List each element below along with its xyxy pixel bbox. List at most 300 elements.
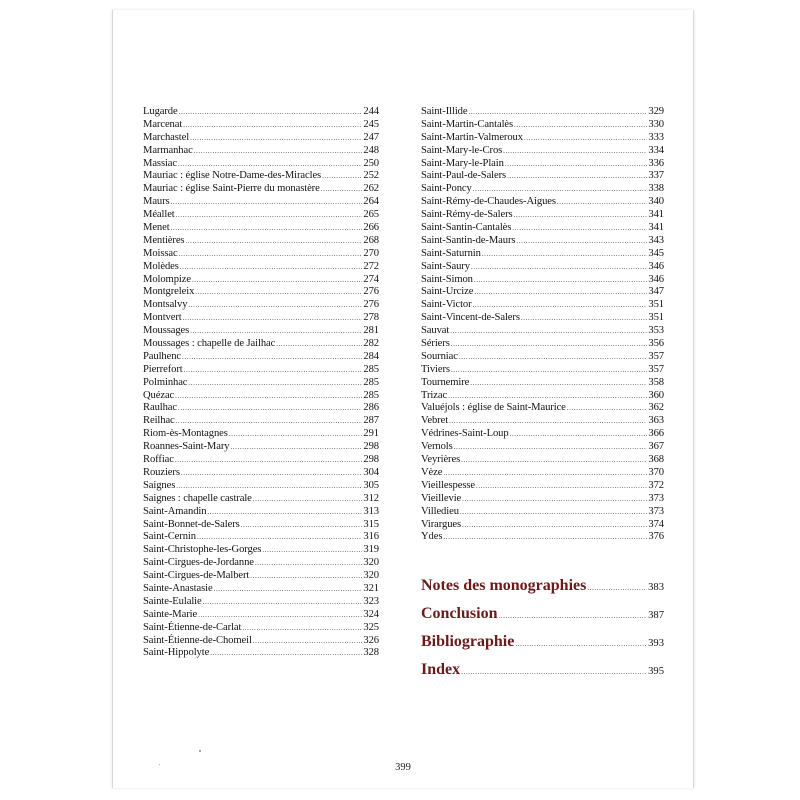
dot-leader [192, 276, 362, 284]
index-entry [421, 415, 664, 428]
index-entry [421, 286, 664, 299]
entry-title: Saignes [143, 479, 176, 491]
entry-page-number: 276 [363, 286, 379, 298]
dot-leader [449, 417, 647, 425]
entry-page-number: 376 [648, 531, 664, 543]
entry-page-number: 357 [648, 363, 664, 375]
entry-title: Bibliographie [421, 633, 515, 650]
entry-page-number: 373 [648, 492, 664, 504]
entry-page-number: 341 [648, 209, 664, 221]
dot-leader [255, 559, 363, 567]
dot-leader [176, 417, 363, 425]
entry-page-number: 374 [648, 518, 664, 530]
entry-page-number: 266 [363, 222, 379, 234]
index-entry [143, 106, 379, 119]
index-entry [143, 183, 379, 196]
dot-leader [176, 211, 363, 219]
index-entry [143, 261, 379, 274]
dot-leader [468, 108, 647, 116]
entry-page-number: 329 [648, 106, 664, 117]
index-entry [421, 209, 664, 222]
entry-page-number: 274 [363, 273, 379, 285]
entry-title: Saint-Amandin [143, 505, 207, 517]
entry-page-number: 284 [363, 350, 379, 362]
entry-page-number: 244 [363, 106, 379, 117]
entry-page-number: 393 [648, 638, 664, 649]
entry-title: Saint-Rémy-de-Salers [421, 209, 513, 221]
entry-title: Mauriac : église Notre-Dame-des-Miracles [143, 170, 322, 182]
dot-leader [454, 443, 648, 451]
entry-title: Veyrières [421, 454, 461, 466]
entry-title: Saint-Cirgues-de-Jordanne [143, 557, 254, 569]
index-entry [143, 428, 379, 441]
entry-title: Trizac [421, 389, 448, 401]
dot-leader [505, 160, 648, 168]
entry-page-number: 320 [363, 557, 379, 569]
entry-page-number: 395 [648, 666, 664, 677]
dot-leader [230, 443, 362, 451]
entry-page-number: 383 [648, 582, 664, 593]
index-entry [143, 299, 379, 312]
entry-title: Saint-Simon [421, 273, 473, 285]
dot-leader [461, 668, 647, 676]
dot-leader [460, 508, 648, 516]
entry-page-number: 360 [648, 389, 664, 401]
section-entry [421, 661, 664, 689]
entry-title: Valuéjols : église de Saint-Maurice [421, 402, 566, 414]
index-entry [421, 467, 664, 480]
entry-title: Saint-Mary-le-Plain [421, 157, 504, 169]
entry-title: Saint-Vincent-de-Salers [421, 312, 520, 324]
dot-leader [190, 134, 362, 142]
index-entry [143, 170, 379, 183]
entry-title: Saint-Cernin [143, 531, 196, 543]
section-entry [421, 605, 664, 633]
index-entry [143, 390, 379, 403]
dot-leader [253, 495, 363, 503]
dot-leader [175, 392, 362, 400]
entry-page-number: 323 [363, 595, 379, 607]
dot-leader [183, 314, 363, 322]
entry-title: Molompize [143, 273, 191, 285]
entry-page-number: 315 [363, 518, 379, 530]
entry-page-number: 373 [648, 505, 664, 517]
entry-page-number: 347 [648, 286, 664, 298]
entry-page-number: 270 [363, 247, 379, 259]
index-entry [143, 312, 379, 325]
entry-title: Saint-Bonnet-de-Salers [143, 518, 240, 530]
index-entry [143, 531, 379, 544]
entry-page-number: 328 [363, 647, 379, 659]
dot-leader [184, 366, 363, 374]
entry-page-number: 367 [648, 441, 664, 453]
index-entry [421, 454, 664, 467]
entry-title: Sourniac [421, 350, 458, 362]
dot-leader [198, 611, 362, 619]
entry-title: Polminhac [143, 376, 188, 388]
index-entry [421, 351, 664, 364]
entry-title: Roannes-Saint-Mary [143, 441, 230, 453]
dot-leader [451, 366, 647, 374]
dot-leader [587, 584, 647, 592]
entry-title: Menet [143, 222, 170, 234]
entry-page-number: 247 [363, 131, 379, 143]
entry-page-number: 281 [363, 325, 379, 337]
index-entry [143, 570, 379, 583]
entry-title: Vèze [421, 466, 443, 478]
entry-title: Moissac [143, 247, 178, 259]
entry-page-number: 341 [648, 222, 664, 234]
entry-title: Saint-Poncy [421, 183, 472, 195]
entry-page-number: 321 [363, 582, 379, 594]
entry-title: Quézac [143, 389, 175, 401]
entry-title: Sainte-Marie [143, 608, 198, 620]
dot-leader [482, 250, 648, 258]
index-entry [421, 377, 664, 390]
dot-leader [253, 637, 363, 645]
dot-leader [194, 147, 363, 155]
index-entry [143, 196, 379, 209]
dot-leader [470, 379, 647, 387]
entry-title: Riom-ès-Montagnes [143, 428, 228, 440]
dot-leader [207, 508, 362, 516]
entry-page-number: 340 [648, 196, 664, 208]
index-entry [421, 428, 664, 441]
dot-leader [178, 404, 362, 412]
dot-leader [473, 185, 648, 193]
entry-title: Massiac [143, 157, 178, 169]
index-entry [421, 364, 664, 377]
dot-leader [474, 276, 648, 284]
dot-leader [462, 521, 647, 529]
index-entry [421, 506, 664, 519]
entry-title: Marcenat [143, 118, 183, 130]
entry-title: Rouziers [143, 466, 180, 478]
entry-page-number: 262 [363, 183, 379, 195]
entry-title: Védrines-Saint-Loup [421, 428, 509, 440]
entry-title: Conclusion [421, 605, 498, 622]
index-entry [143, 635, 379, 648]
index-entry [143, 158, 379, 171]
entry-page-number: 282 [363, 338, 379, 350]
entry-title: Saint-Hippolyte [143, 647, 210, 659]
entry-title: Saint-Illide [421, 106, 468, 117]
entry-title: Sainte-Anastasie [143, 582, 213, 594]
right-index-column [421, 106, 664, 544]
entry-page-number: 345 [648, 247, 664, 259]
entry-page-number: 357 [648, 350, 664, 362]
index-entry [143, 325, 379, 338]
entry-title: Raulhac [143, 402, 178, 414]
index-entry [143, 519, 379, 532]
entry-title: Paulhenc [143, 350, 182, 362]
entry-title: Saint-Paul-de-Salers [421, 170, 507, 182]
dot-leader [197, 533, 362, 541]
entry-title: Saignes : chapelle castrale [143, 492, 252, 504]
index-entry [143, 609, 379, 622]
entry-title: Lugarde [143, 106, 178, 117]
index-entry [421, 312, 664, 325]
dot-leader [514, 211, 648, 219]
entry-page-number: 358 [648, 376, 664, 388]
dot-leader [262, 546, 362, 554]
document-page [112, 10, 694, 788]
entry-page-number: 362 [648, 402, 664, 414]
dot-leader [451, 340, 648, 348]
dot-leader [498, 612, 647, 620]
index-entry [421, 196, 664, 209]
entry-title: Saint-Rémy-de-Chaudes-Aigues [421, 196, 556, 208]
index-entry [421, 390, 664, 403]
entry-page-number: 334 [648, 144, 664, 156]
entry-page-number: 248 [363, 144, 379, 156]
dot-leader [459, 353, 648, 361]
entry-title: Mauriac : église Saint-Pierre du monastère [143, 183, 320, 195]
entry-page-number: 366 [648, 428, 664, 440]
index-entry [143, 480, 379, 493]
index-entry [143, 622, 379, 635]
dot-leader [229, 430, 363, 438]
entry-page-number: 351 [648, 312, 664, 324]
entry-title: Saint-Saturnin [421, 247, 481, 259]
dot-leader [188, 301, 362, 309]
entry-title: Marchastel [143, 131, 190, 143]
dot-leader [443, 469, 647, 477]
dot-leader [180, 263, 363, 271]
entry-page-number: 291 [363, 428, 379, 440]
index-entry [421, 235, 664, 248]
index-entry [143, 119, 379, 132]
section-entry [421, 577, 664, 605]
entry-page-number: 336 [648, 157, 664, 169]
dot-leader [512, 224, 647, 232]
index-entry [421, 480, 664, 493]
index-entry [421, 145, 664, 158]
entry-title: Vieillespesse [421, 479, 475, 491]
index-entry [143, 596, 379, 609]
entry-title: Montvert [143, 312, 182, 324]
entry-title: Villedieu [421, 505, 459, 517]
entry-page-number: 276 [363, 299, 379, 311]
index-entry [421, 222, 664, 235]
entry-title: Mentières [143, 234, 185, 246]
entry-title: Tiviers [421, 363, 450, 375]
index-entry [143, 145, 379, 158]
dot-leader [188, 379, 362, 387]
entry-page-number: 250 [363, 157, 379, 169]
entry-page-number: 346 [648, 260, 664, 272]
dot-leader [443, 533, 647, 541]
entry-title: Pierrefort [143, 363, 183, 375]
entry-title: Saint-Urcize [421, 286, 474, 298]
dot-leader [321, 185, 363, 193]
entry-page-number: 333 [648, 131, 664, 143]
entry-title: Montgreleix [143, 286, 195, 298]
entry-page-number: 304 [363, 466, 379, 478]
index-entry [143, 583, 379, 596]
dot-leader [507, 172, 647, 180]
dot-leader [276, 340, 362, 348]
index-entry [421, 261, 664, 274]
entry-page-number: 285 [363, 376, 379, 388]
index-entry [143, 506, 379, 519]
index-entry [143, 235, 379, 248]
dot-leader [190, 327, 362, 335]
dot-leader [179, 108, 363, 116]
dot-leader [524, 134, 647, 142]
entry-title: Méallet [143, 209, 175, 221]
dot-leader [203, 598, 363, 606]
entry-page-number: 325 [363, 621, 379, 633]
entry-title: Tournemire [421, 376, 470, 388]
entry-title: Saint-Santin-de-Maurs [421, 234, 516, 246]
index-entry [143, 544, 379, 557]
dot-leader [450, 327, 647, 335]
entry-page-number: 387 [648, 610, 664, 621]
entry-page-number: 313 [363, 505, 379, 517]
index-entry [143, 274, 379, 287]
entry-page-number: 324 [363, 608, 379, 620]
index-entry [421, 519, 664, 532]
entry-title: Molèdes [143, 260, 179, 272]
index-entry [421, 493, 664, 506]
dot-leader [171, 224, 363, 232]
index-entry [421, 183, 664, 196]
index-entry [421, 158, 664, 171]
dot-leader [510, 430, 648, 438]
dot-leader [462, 495, 647, 503]
index-entry [421, 170, 664, 183]
index-entry [143, 364, 379, 377]
entry-title: Saint-Victor [421, 299, 472, 311]
index-entry [143, 222, 379, 235]
page-number: 399 [395, 762, 411, 773]
entry-title: Vebret [421, 415, 449, 427]
entry-page-number: 278 [363, 312, 379, 324]
dot-leader [474, 288, 647, 296]
index-entry [143, 248, 379, 261]
index-entry [143, 402, 379, 415]
entry-title: Moussages : chapelle de Jailhac [143, 338, 276, 350]
section-headings [421, 577, 664, 689]
entry-page-number: 316 [363, 531, 379, 543]
entry-page-number: 264 [363, 196, 379, 208]
dot-leader [171, 198, 363, 206]
entry-title: Saint-Cirgues-de-Malbert [143, 570, 250, 582]
dot-leader [176, 482, 362, 490]
dot-leader [476, 482, 647, 490]
entry-title: Saint-Saury [421, 260, 470, 272]
dot-leader [175, 456, 363, 464]
entry-page-number: 353 [648, 325, 664, 337]
entry-page-number: 272 [363, 260, 379, 272]
entry-page-number: 298 [363, 454, 379, 466]
index-entry [421, 132, 664, 145]
entry-page-number: 287 [363, 415, 379, 427]
entry-title: Montsalvy [143, 299, 188, 311]
print-speck [199, 750, 201, 752]
index-entry [143, 557, 379, 570]
index-entry [421, 119, 664, 132]
dot-leader [461, 456, 647, 464]
entry-page-number: 338 [648, 183, 664, 195]
entry-title: Sauvat [421, 325, 450, 337]
dot-leader [185, 237, 362, 245]
dot-leader [503, 147, 647, 155]
index-entry [143, 415, 379, 428]
dot-leader [514, 121, 647, 129]
entry-page-number: 320 [363, 570, 379, 582]
entry-page-number: 312 [363, 492, 379, 504]
index-entry [143, 467, 379, 480]
entry-title: Saint-Martin-Valmeroux [421, 131, 523, 143]
dot-leader [195, 288, 362, 296]
dot-leader [322, 172, 362, 180]
dot-leader [210, 649, 362, 657]
entry-page-number: 285 [363, 389, 379, 401]
dot-leader [181, 469, 363, 477]
dot-leader [183, 121, 362, 129]
dot-leader [179, 250, 363, 258]
entry-title: Maurs [143, 196, 170, 208]
dot-leader [521, 314, 648, 322]
entry-title: Saint-Étienne-de-Carlat [143, 621, 242, 633]
index-entry [143, 132, 379, 145]
entry-title: Saint-Martin-Cantalès [421, 118, 514, 130]
entry-page-number: 346 [648, 273, 664, 285]
entry-title: Ydes [421, 531, 443, 543]
entry-title: Saint-Mary-le-Cros [421, 144, 503, 156]
entry-page-number: 265 [363, 209, 379, 221]
dot-leader [471, 263, 647, 271]
entry-title: Saint-Christophe-les-Gorges [143, 544, 262, 556]
dot-leader [515, 640, 647, 648]
entry-title: Marmanhac [143, 144, 193, 156]
dot-leader [182, 353, 362, 361]
entry-page-number: 351 [648, 299, 664, 311]
index-entry [143, 493, 379, 506]
index-entry [421, 531, 664, 544]
entry-page-number: 305 [363, 479, 379, 491]
entry-page-number: 363 [648, 415, 664, 427]
index-entry [143, 454, 379, 467]
index-entry [421, 338, 664, 351]
entry-page-number: 370 [648, 466, 664, 478]
entry-title: Moussages [143, 325, 190, 337]
index-entry [143, 441, 379, 454]
entry-page-number: 319 [363, 544, 379, 556]
entry-page-number: 372 [648, 479, 664, 491]
dot-leader [250, 572, 362, 580]
dot-leader [242, 624, 362, 632]
entry-title: Notes des monographies [421, 577, 587, 594]
entry-page-number: 368 [648, 454, 664, 466]
entry-title: Index [421, 661, 461, 678]
index-entry [143, 338, 379, 351]
dot-leader [516, 237, 647, 245]
entry-page-number: 285 [363, 363, 379, 375]
index-entry [421, 248, 664, 261]
index-entry [143, 286, 379, 299]
entry-page-number: 298 [363, 441, 379, 453]
entry-page-number: 326 [363, 634, 379, 646]
entry-title: Vernols [421, 441, 453, 453]
dot-leader [473, 301, 648, 309]
dot-leader [178, 160, 362, 168]
entry-page-number: 286 [363, 402, 379, 414]
index-entry [421, 274, 664, 287]
index-entry [421, 106, 664, 119]
